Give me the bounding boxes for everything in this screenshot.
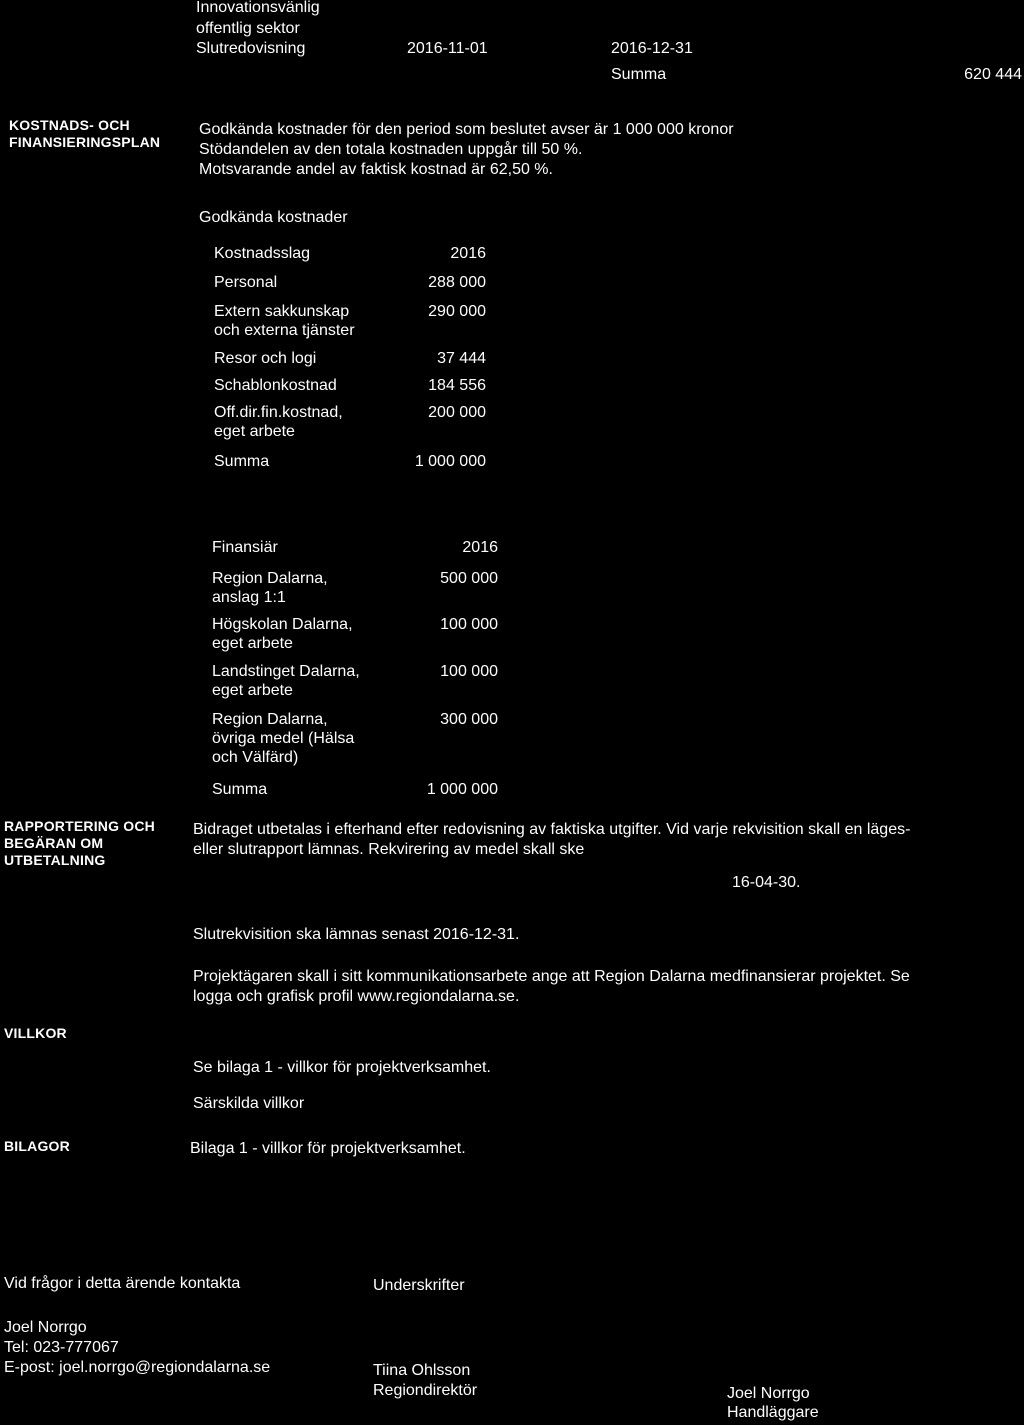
finance-row-label: Högskolan Dalarna,: [212, 616, 353, 633]
cost-row-label: Personal: [214, 274, 278, 291]
cost-row-label: Resor och logi: [214, 350, 317, 367]
finance-row-label-cont: anslag 1:1: [212, 589, 286, 606]
finance-row-value: 300 000: [440, 711, 498, 728]
cost-row-label-cont: eget arbete: [214, 423, 295, 440]
cost-row-label: Extern sakkunskap: [214, 303, 350, 320]
villkor-text-line1: Se bilaga 1 - villkor för projektverksamhet.: [193, 1059, 491, 1076]
cost-table-col-year: 2016: [450, 245, 486, 262]
section-bilagor: BILAGOR: [4, 1138, 70, 1154]
finance-row-value: 500 000: [440, 570, 498, 587]
cost-table-col-label: Kostnadsslag: [214, 245, 311, 262]
rapport-slutrekvisition: Slutrekvisition ska lämnas senast 2016-12-31.: [193, 926, 520, 943]
signatures-heading: Underskrifter: [373, 1277, 465, 1294]
cost-row-value: 184 556: [428, 377, 486, 394]
section-villkor: VILLKOR: [4, 1025, 67, 1041]
rapport-date: 16-04-30.: [732, 874, 801, 891]
contact-name: Joel Norrgo: [4, 1319, 87, 1336]
section-rapport-line1: RAPPORTERING OCH: [4, 818, 155, 834]
finance-sum-value: 1 000 000: [426, 781, 498, 798]
section-kostnads-line2: FINANSIERINGSPLAN: [9, 134, 161, 150]
header-line2: offentlig sektor: [196, 20, 300, 37]
cost-sum-value: 1 000 000: [414, 453, 486, 470]
finance-row-label-cont: eget arbete: [212, 682, 293, 699]
cost-row-label: Off.dir.fin.kostnad,: [214, 404, 343, 421]
bilagor-text: Bilaga 1 - villkor för projektverksamhet.: [190, 1140, 466, 1157]
finance-row-label: Landstinget Dalarna,: [212, 663, 360, 680]
finance-row-value: 100 000: [440, 663, 498, 680]
plan-text-line3: Motsvarande andel av faktisk kostnad är 62,50 %.: [199, 161, 553, 178]
finance-row-label-cont: och Välfärd): [212, 749, 299, 766]
section-rapport-line2: BEGÄRAN OM: [4, 835, 104, 851]
contact-email: E-post: joel.norrgo@regiondalarna.se: [4, 1359, 271, 1376]
cost-row-value: 290 000: [428, 303, 486, 320]
rapport-text-line1: Bidraget utbetalas i efterhand efter redovisning av faktiska utgifter. Vid varje rekvisition skall en läges-: [193, 821, 911, 838]
contact-tel: Tel: 023-777067: [4, 1339, 119, 1356]
finance-table-col-label: Finansiär: [212, 539, 278, 556]
header-summa-label: Summa: [611, 66, 667, 83]
cost-row-label: Schablonkostnad: [214, 377, 337, 394]
section-rapport-line3: UTBETALNING: [4, 852, 106, 868]
signer1-name: Tiina Ohlsson: [373, 1362, 471, 1379]
rapport-projekt-line1: Projektägaren skall i sitt kommunikationsarbete ange att Region Dalarna medfinansierar projektet. Se: [193, 968, 910, 985]
finance-row-label: Region Dalarna,: [212, 711, 328, 728]
plan-text-line2: Stödandelen av den totala kostnaden uppgår till 50 %.: [199, 141, 583, 158]
header-summa-value: 620 444: [964, 66, 1022, 83]
finance-row-label-cont: eget arbete: [212, 635, 293, 652]
header-line1: Innovationsvänlig: [196, 0, 320, 16]
cost-row-value: 37 444: [437, 350, 486, 367]
cost-row-value: 200 000: [428, 404, 486, 421]
cost-row-value: 288 000: [428, 274, 486, 291]
finance-table-col-year: 2016: [462, 539, 498, 556]
cost-row-label-cont: och externa tjänster: [214, 322, 355, 339]
finance-row-value: 100 000: [440, 616, 498, 633]
villkor-text-line2: Särskilda villkor: [193, 1095, 305, 1112]
signer2-title: Handläggare: [727, 1404, 819, 1421]
finance-sum-label: Summa: [212, 781, 268, 798]
header-report-type: Slutredovisning: [196, 40, 306, 57]
header-date-end: 2016-12-31: [611, 40, 693, 57]
finance-row-label-cont: övriga medel (Hälsa: [212, 730, 355, 747]
cost-table-heading: Godkända kostnader: [199, 209, 348, 226]
plan-text-line1: Godkända kostnader för den period som beslutet avser är 1 000 000 kronor: [199, 121, 734, 138]
section-kostnads-line1: KOSTNADS- OCH: [9, 117, 130, 133]
contact-heading: Vid frågor i detta ärende kontakta: [4, 1275, 241, 1292]
cost-sum-label: Summa: [214, 453, 270, 470]
signer1-title: Regiondirektör: [373, 1382, 478, 1399]
finance-row-label: Region Dalarna,: [212, 570, 328, 587]
signer2-name: Joel Norrgo: [727, 1385, 810, 1402]
rapport-projekt-line2: logga och grafisk profil www.regiondalarna.se.: [193, 988, 520, 1005]
header-date-start: 2016-11-01: [407, 40, 488, 57]
rapport-text-line2: eller slutrapport lämnas. Rekvirering av medel skall ske: [193, 841, 585, 858]
